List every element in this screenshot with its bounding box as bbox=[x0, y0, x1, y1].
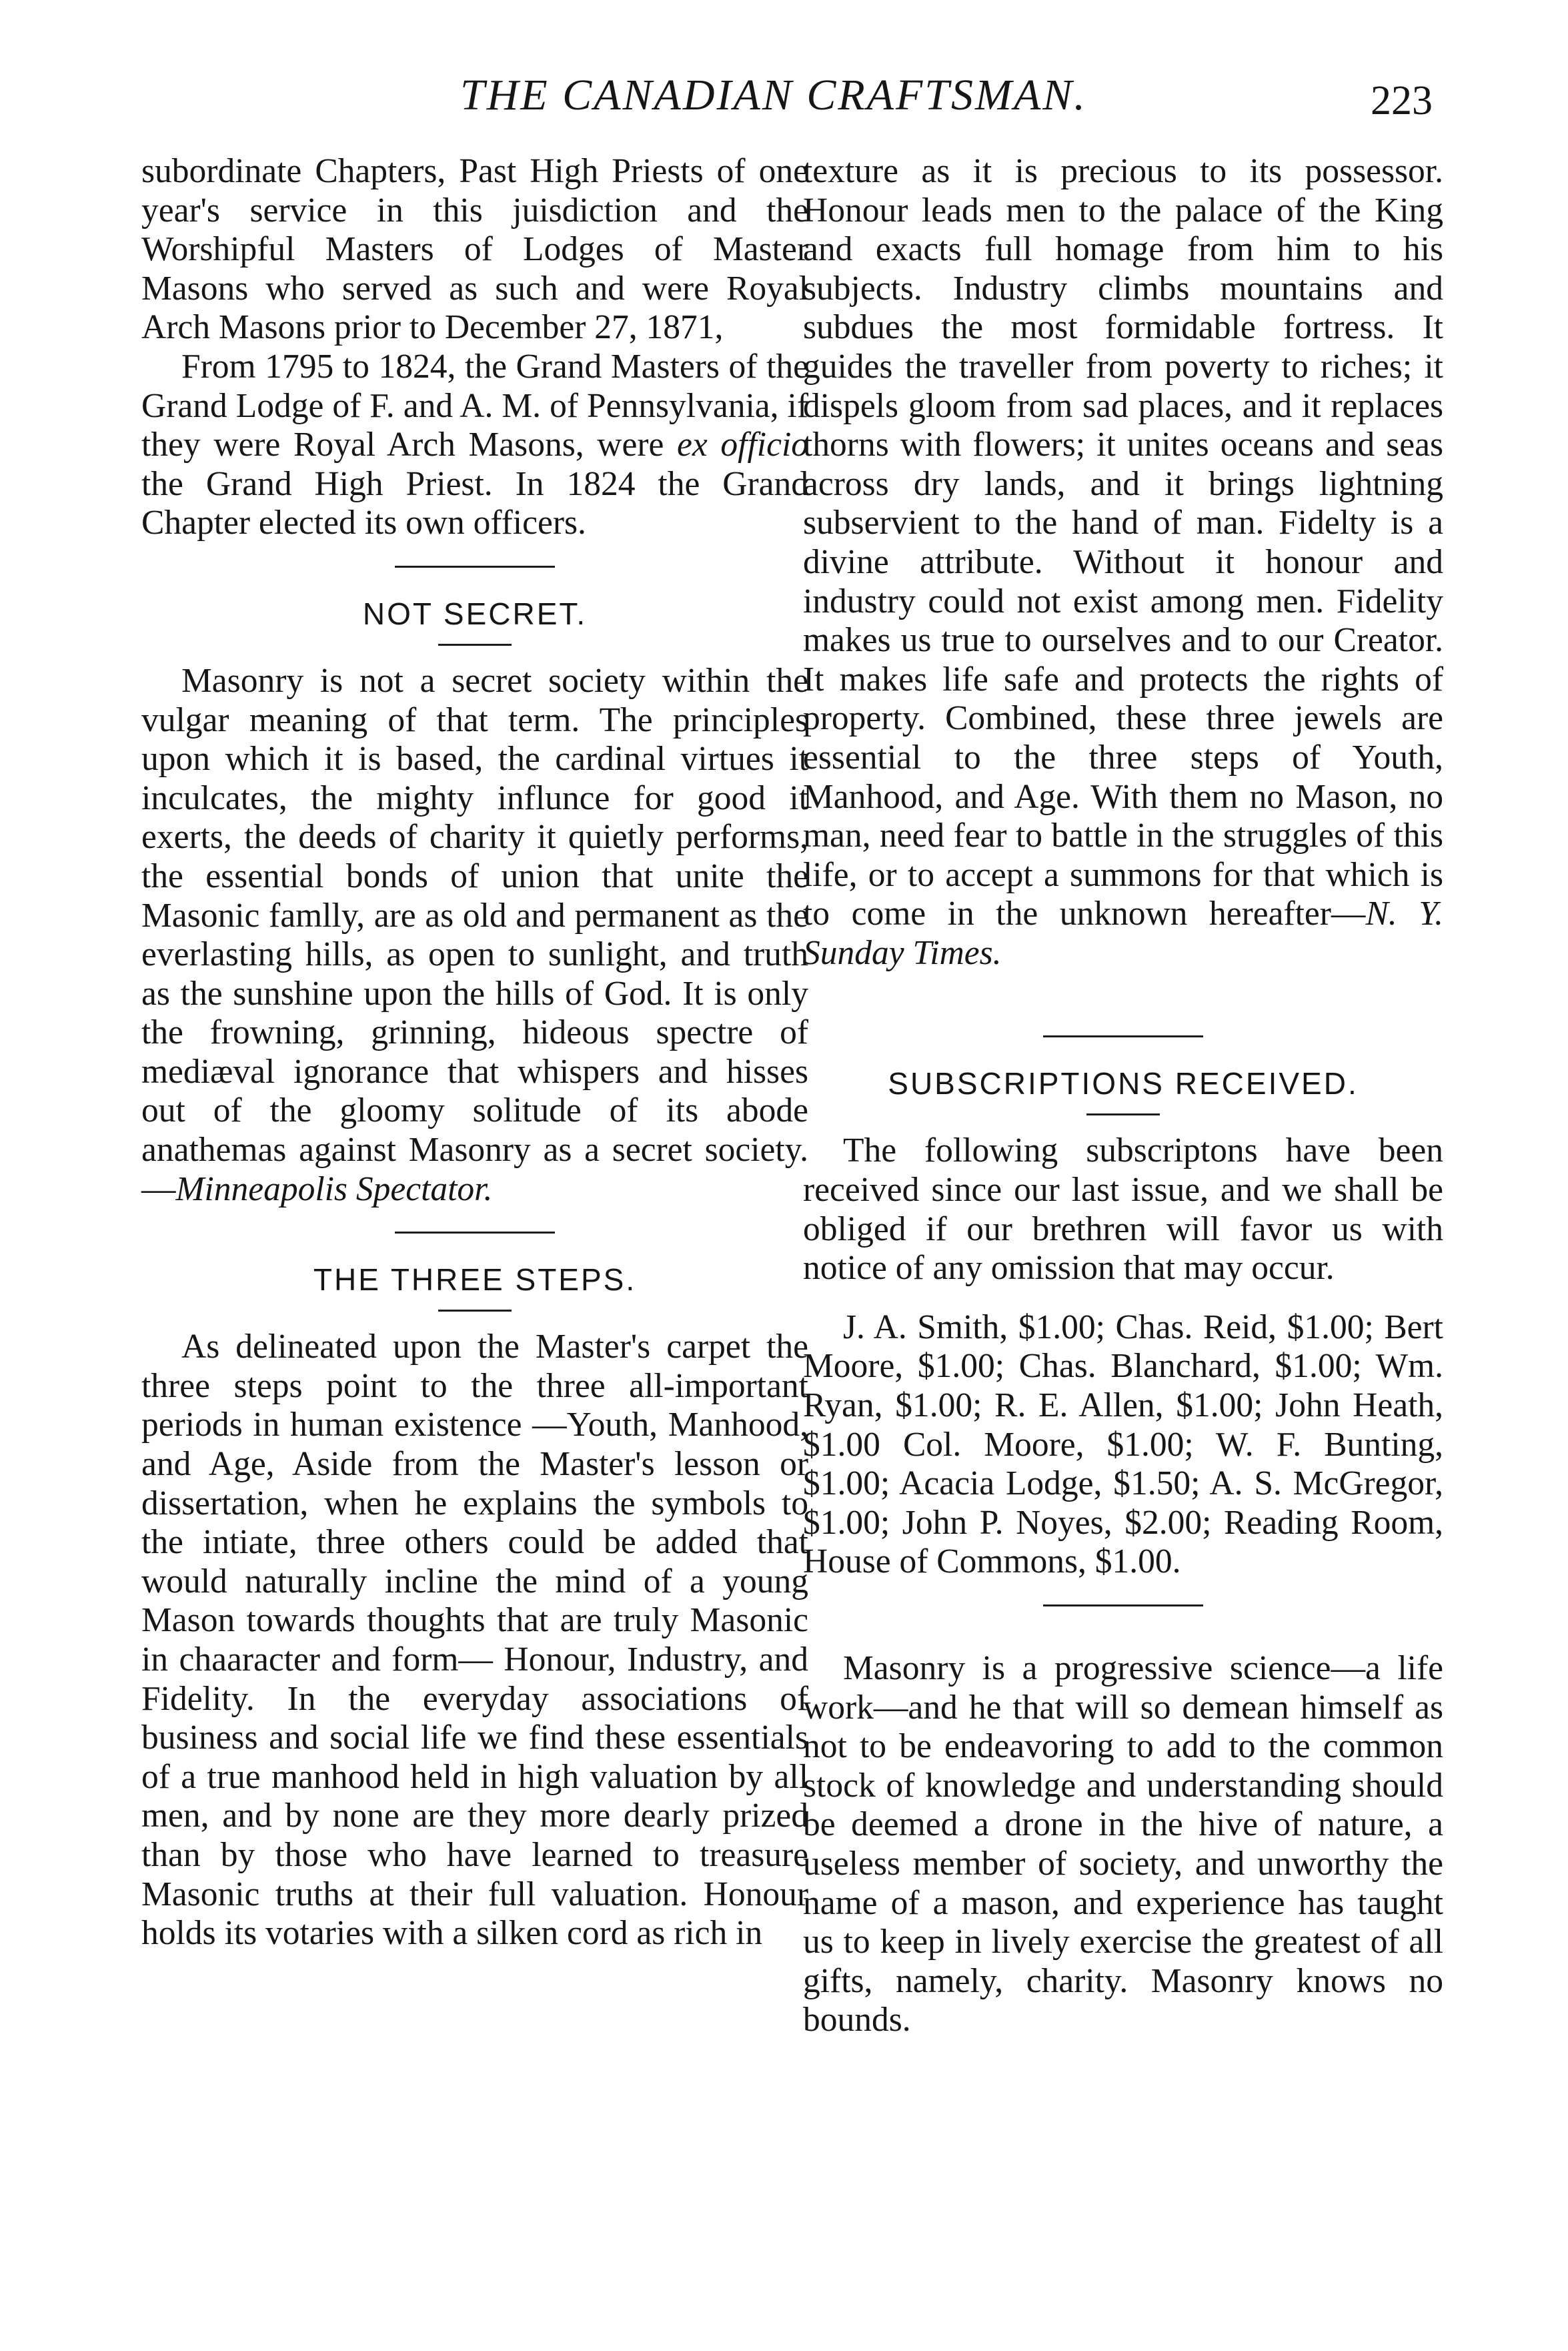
running-title: THE CANADIAN CRAFTSMAN. bbox=[460, 71, 1087, 119]
section-divider bbox=[395, 1232, 555, 1234]
heading-not-secret: NOT SECRET. bbox=[362, 596, 588, 631]
subscriptions-intro: The following subscriptons have been received since our last issue, and we shall be obliged if our brethren will favor us with notice of any omission that may occur. bbox=[803, 1131, 1443, 1288]
heading-underline bbox=[438, 644, 512, 646]
subscriptions-list: J. A. Smith, $1.00; Chas. Reid, $1.00; Bert Moore, $1.00; Chas. Blanchard, $1.00; Wm. Ryan, $1.00; R. E. Allen, $1.00; John Heath, $1.00 Col. Moore, $1.00; W. F. Bunting, $1.00; Acacia Lodge, $1.50; A. S. McGregor, $1.00; John P. Noyes, $2.00; Reading Room, House of Commons, $1.00. bbox=[803, 1308, 1443, 1581]
spacer bbox=[803, 973, 1443, 1013]
spacer bbox=[803, 1629, 1443, 1649]
pennsylvania-text-start: From 1795 to 1824, the Grand Masters of the Grand Lodge of F. and A. M. of Pennsylvania, if they were Royal Arch Masons, were bbox=[141, 347, 808, 464]
three-steps-continued-body: texture as it is precious to its possessor. Honour leads men to the palace of the King and exacts full homage from him to his subjects. Industry climbs mountains and subdues the most formidable fortress. It guides the traveller from poverty to riches; it dispels gloom from sad places, and it replaces thorns with flowers; it unites oceans and seas across dry lands, and it brings lightning subservient to the hand of man. Fidelty is a divine attribute. Without it honour and industry could not exist among men. Fidelity makes us true to ourselves and to our Creator. It makes life safe and protects the rights of property. Combined, these three jewels are essential to the three steps of Youth, Manhood, and Age. With them no Mason, no man, need fear to battle in the struggles of this life, or to accept a summons for that which is to come in the unknown hereafter— bbox=[803, 152, 1443, 933]
article-not-secret bbox=[141, 662, 808, 1209]
page-number: 223 bbox=[1371, 78, 1433, 123]
pennsylvania-text-end: the Grand High Priest. In 1824 the Grand Chapter elected its own officers. bbox=[141, 464, 808, 542]
right-column bbox=[803, 152, 1443, 2040]
article-progressive-science: Masonry is a progressive science—a life work—and he that will so demean himself as not to be endeavoring to add to the common stock of knowledge and understanding should be deemed a drone in the hive of nature, a useless member of society, and unworthy the name of a mason, and experience has taught us to keep in lively exercise the greatest of all gifts, namely, charity. Masonry knows no bounds. bbox=[803, 1649, 1443, 2039]
section-divider bbox=[1043, 1604, 1203, 1606]
section-divider bbox=[1043, 1035, 1203, 1037]
three-steps-source: N. Y. Sunday Times. bbox=[803, 895, 1443, 972]
ex-officio-italic: ex officio bbox=[677, 426, 809, 464]
heading-three-steps: THE THREE STEPS. bbox=[313, 1262, 637, 1298]
page-header bbox=[0, 65, 1568, 125]
paragraph-pennsylvania bbox=[141, 348, 808, 543]
heading-underline bbox=[438, 1310, 512, 1312]
heading-subscriptions: SUBSCRIPTIONS RECEIVED. bbox=[888, 1066, 1359, 1101]
section-divider bbox=[395, 566, 555, 568]
heading-underline bbox=[1086, 1113, 1160, 1115]
article-three-steps: As delineated upon the Master's carpet the three steps point to the three all-important periods in human existence —Youth, Manhood, and Age, Aside from the Master's lesson or dissertation, when he explains the symbols to the intiate, three others could be added that would naturally incline the mind of a young Mason towards thoughts that are truly Masonic in chaaracter and form— Honour, Industry, and Fidelity. In the everyday associations of business and social life we find these essentials of a true manhood held in high valuation by all men, and by none are they more dearly prized than by those who have learned to treasure Masonic truths at their full valuation. Honour holds its votaries with a silken cord as rich in bbox=[141, 1328, 808, 1953]
spacer bbox=[803, 1288, 1443, 1308]
not-secret-body: Masonry is not a secret society within the vulgar meaning of that term. The principles upon which it is based, the cardinal virtues it inculcates, the mighty influnce for good it exerts, the deeds of charity it quietly performs, the essential bonds of union that unite the Masonic famlly, are as old and permanent as the everlasting hills, as open to sunlight, and truth as the sunshine upon the hills of God. It is only the frowning, grinning, hideous spectre of mediæval ignorance that whispers and hisses out of the gloomy solitude of its abode anathemas against Masonry as a secret society.— bbox=[141, 661, 808, 1208]
article-three-steps-continued bbox=[803, 152, 1443, 973]
not-secret-source: Minneapolis Spectator. bbox=[175, 1169, 493, 1208]
left-column bbox=[141, 152, 808, 1953]
paragraph-chapters: subordinate Chapters, Past High Priests of one year's service in this juisdiction and the Worshipful Masters of Lodges of Master Masons who served as such and were Royal Arch Masons prior to December 27, 1871, bbox=[141, 152, 808, 347]
